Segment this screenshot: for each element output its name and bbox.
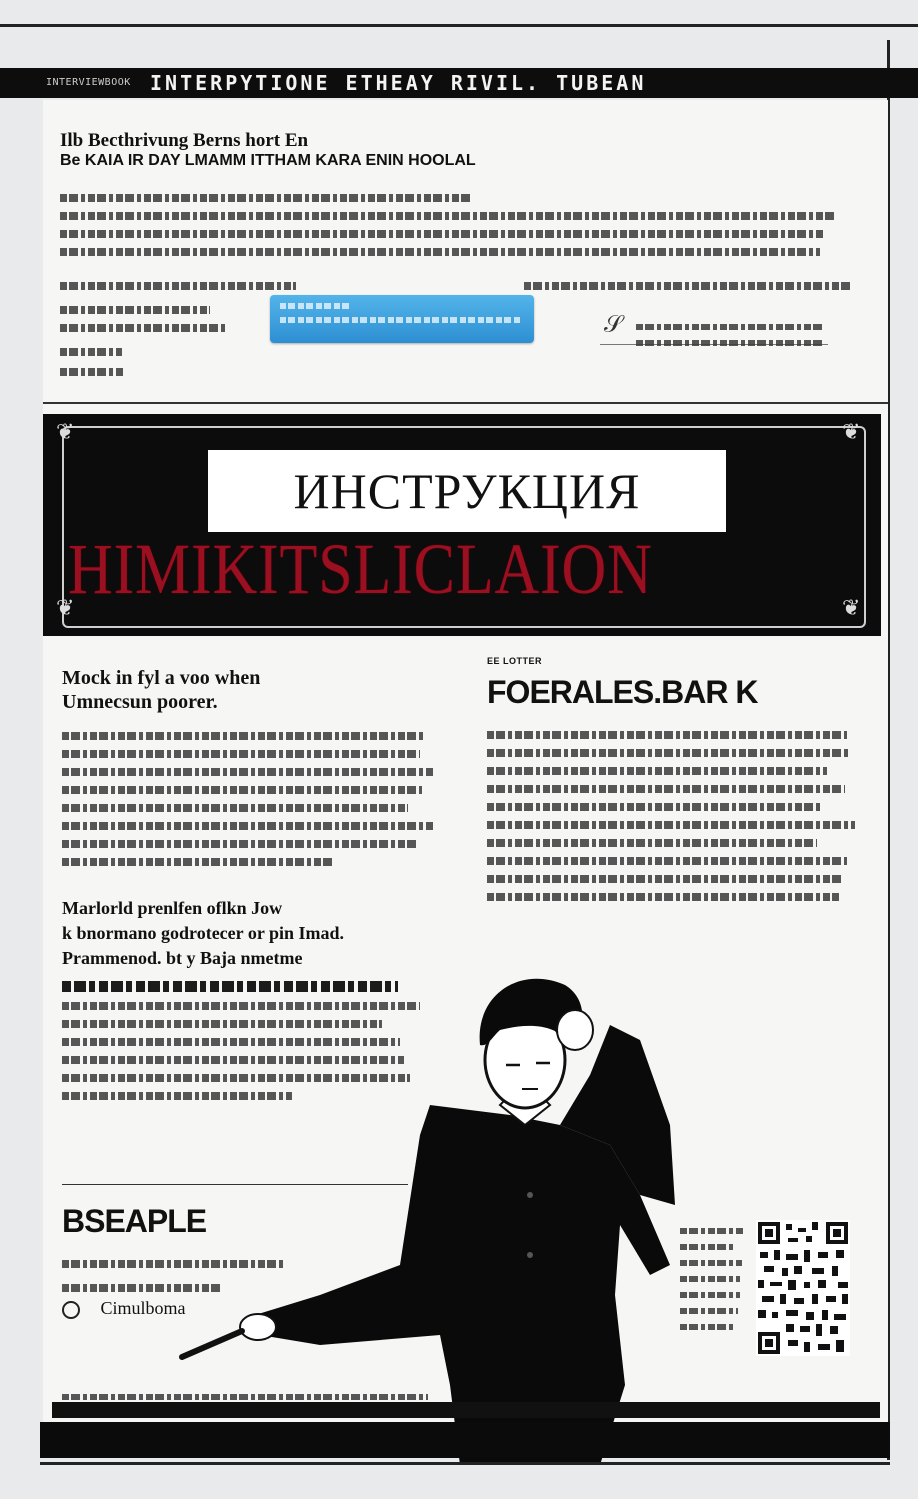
- top-frame-rule: [0, 24, 918, 27]
- signature-text: [636, 314, 826, 356]
- text-line: [60, 212, 835, 220]
- text-line: [60, 324, 228, 332]
- text-line: [680, 1244, 736, 1250]
- text-line: [487, 803, 823, 811]
- left-headline-line-1: Mock in fyl a voo when: [62, 667, 261, 689]
- text-line: [62, 840, 418, 848]
- text-line: [487, 749, 849, 757]
- left-headline-line-2: Umnecsun poorer.: [62, 691, 218, 713]
- text-line: [60, 348, 122, 356]
- text-line: [680, 1292, 740, 1298]
- text-line: [62, 1394, 428, 1400]
- text-line: [487, 875, 841, 883]
- ornament-icon: ❦: [842, 596, 861, 621]
- text-line: [60, 230, 825, 238]
- text-line: [60, 282, 296, 290]
- text-line: [60, 248, 820, 256]
- masthead-title: INTERPYTIONE ETHEAY RIVIL. TUBEAN: [150, 71, 647, 95]
- button-text-line: [280, 303, 350, 309]
- circle-outline-icon: [62, 1301, 80, 1319]
- text-line: [487, 785, 845, 793]
- button-text-line: [280, 317, 520, 323]
- qr-code-icon[interactable]: [756, 1220, 850, 1356]
- text-line: [524, 282, 850, 290]
- text-line: [636, 324, 822, 330]
- ornament-icon: ❦: [56, 596, 75, 621]
- text-line: [62, 804, 408, 812]
- text-line: [60, 368, 124, 376]
- text-line: [680, 1228, 744, 1234]
- text-line: [487, 731, 847, 739]
- text-line: [680, 1324, 734, 1330]
- qr-caption: [680, 1218, 748, 1340]
- banner-stylized-title: HIMIKITSLICLAION: [68, 529, 653, 609]
- circle-option-label: Cimulboma: [100, 1298, 186, 1318]
- text-line: [636, 340, 822, 346]
- text-line: [62, 750, 420, 758]
- left-subhead-line-2: k bnormano godrotecer or pin Imad.: [62, 923, 345, 943]
- top-headline-line-2: Be KAIA IR DAY LMAMM ITTHAM KARA ENIN HOOLAL: [60, 152, 476, 169]
- footer-bar-lower: [40, 1422, 890, 1458]
- top-headline: [60, 130, 476, 170]
- top-body-text: [60, 184, 840, 266]
- text-line: [62, 768, 434, 776]
- text-line: [62, 822, 434, 830]
- text-line: [680, 1260, 742, 1266]
- text-line: [680, 1276, 740, 1282]
- text-line: [62, 732, 424, 740]
- top-meta-left: [60, 272, 300, 386]
- primary-action-button[interactable]: [270, 295, 534, 343]
- top-headline-line-1: Ilb Becthrivung Berns hort En: [60, 130, 309, 151]
- circle-option[interactable]: [62, 1298, 186, 1319]
- section-divider: [43, 402, 888, 404]
- bottom-frame-rule: [40, 1462, 890, 1465]
- signature-mark-icon: 𝒮: [604, 310, 623, 338]
- ornament-icon: ❦: [56, 420, 75, 445]
- right-headline: FOERALES.BAR K: [487, 674, 758, 710]
- right-column: [487, 656, 857, 911]
- text-line: [62, 786, 422, 794]
- masthead-bar: [0, 68, 918, 98]
- top-meta-right: [524, 272, 850, 300]
- text-line: [487, 767, 827, 775]
- text-line: [487, 857, 847, 865]
- left-subhead-line-3: Prammenod. bt y Baja nmetme: [62, 948, 303, 968]
- text-line: [487, 893, 839, 901]
- text-line: [60, 194, 470, 202]
- text-line: [62, 858, 334, 866]
- banner-label: ИНСТРУКЦИЯ: [208, 450, 726, 532]
- right-kicker: EE LOTTER: [487, 656, 543, 666]
- footer-bar: [52, 1402, 880, 1418]
- text-line: [487, 839, 817, 847]
- left-subhead-line-1: Marlorld prenlfen oflkn Jow: [62, 898, 283, 918]
- text-line: [60, 306, 210, 314]
- masthead-kicker: INTERVIEWBOOK: [46, 77, 131, 88]
- ornament-icon: ❦: [842, 420, 861, 445]
- text-line: [487, 821, 855, 829]
- section-heading: BSEAPLE: [62, 1203, 207, 1239]
- text-line: [680, 1308, 738, 1314]
